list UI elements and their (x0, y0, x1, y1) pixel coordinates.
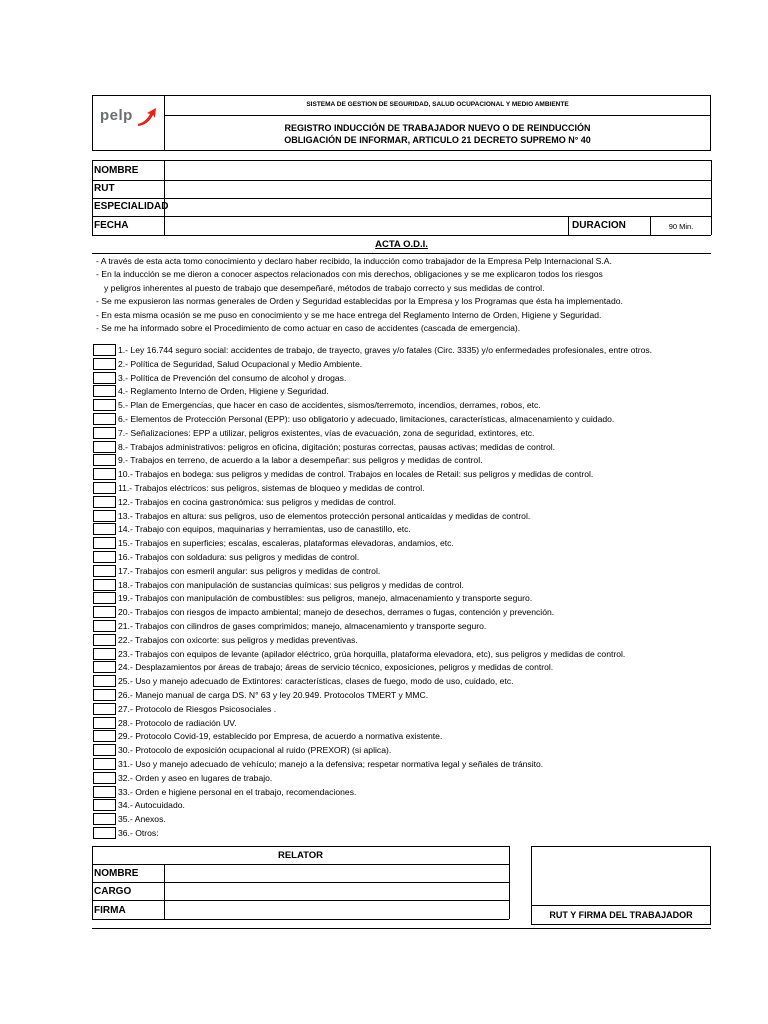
checklist-item-label: 12.- Trabajos en cocina gastronómica: sus peligros y medidas de control. (118, 496, 397, 507)
fields-right-edge (711, 160, 712, 235)
checkbox-7[interactable] (93, 427, 116, 439)
checklist-item (93, 385, 713, 398)
checkbox-30[interactable] (93, 744, 116, 756)
checklist-item-label: 11.- Trabajos eléctricos: sus peligros, sistemas de bloqueo y medidas de control. (118, 483, 425, 493)
relator-bottom-line (92, 919, 509, 920)
checklist-item (93, 579, 713, 592)
acta-rule (92, 253, 711, 254)
rut-field[interactable] (165, 181, 710, 197)
checklist-item-label: 13.- Trabajos en altura: sus peligros, uso de elementos protección personal anticaídas y medidas de control. (118, 510, 531, 521)
checkbox-8[interactable] (93, 441, 116, 453)
checkbox-25[interactable] (93, 675, 116, 687)
checkbox-11[interactable] (93, 482, 116, 494)
checkbox-35[interactable] (93, 813, 116, 825)
checklist-item-label: 15.- Trabajos en superficies; escalas, escaleras, plataformas elevadoras, andamios, etc. (118, 538, 454, 549)
acta-paragraph-line: - Se me expusieron las normas generales de Orden y Seguridad establecidas por la Empresa y los Programas que ésta ha implementado. (96, 296, 623, 307)
nombre-field[interactable] (165, 161, 710, 179)
logo-text: pelp (100, 107, 133, 124)
checklist-item (93, 523, 713, 536)
checkbox-6[interactable] (93, 413, 116, 425)
checklist-item (93, 758, 713, 771)
checklist-item-label: 24.- Desplazamientos por áreas de trabajo; áreas de servicio técnico, exposiciones, peligros y medidas de control. (118, 662, 554, 673)
checklist-item-label: 19.- Trabajos con manipulación de combustibles: sus peligros, manejo, almacenamiento y transporte seguro. (118, 593, 533, 604)
relator-cargo-label: CARGO (94, 886, 132, 897)
checklist-item-label: 7.- Señalizaciones: EPP a utilizar, peligros existentes, vías de evacuación, zona de seguridad, extintores, etc. (118, 427, 535, 438)
relator-right-edge (509, 846, 510, 919)
system-title: SISTEMA DE GESTION DE SEGURIDAD, SALUD OCUPACIONAL Y MEDIO AMBIENTE (306, 101, 569, 108)
checklist-item (93, 799, 713, 812)
checklist-item-label: 32.- Orden y aseo en lugares de trabajo. (118, 772, 273, 783)
checklist-item-label: 31.- Uso y manejo adecuado de vehículo; manejo a la defensiva; respetar normativa legal y señales de tránsito. (118, 759, 544, 769)
nombre-label: NOMBRE (94, 165, 139, 176)
checkbox-23[interactable] (93, 648, 116, 660)
checklist-item (93, 399, 713, 412)
checkbox-21[interactable] (93, 620, 116, 632)
checklist-item-label: 9.- Trabajos en terreno, de acuerdo a la labor a desempeñar: sus peligros y medidas de control. (118, 455, 483, 466)
checklist-item (93, 537, 713, 550)
checklist-item-label: 36.- Otros: (118, 828, 159, 838)
checklist-item (93, 717, 713, 730)
checklist-item-label: 8.- Trabajos administrativos: peligros en oficina, digitación; posturas correctas, pausas activas; medidas de control. (118, 441, 556, 452)
duracion-label: DURACION (572, 220, 626, 231)
duracion-value: 90 Min. (668, 222, 694, 231)
checkbox-20[interactable] (93, 606, 116, 618)
checklist-item (93, 441, 713, 454)
checklist-item-label: 2.- Política de Seguridad, Salud Ocupacional y Medio Ambiente. (118, 358, 363, 369)
checklist-item (93, 730, 713, 743)
checkbox-32[interactable] (93, 772, 116, 784)
especialidad-label: ESPECIALIDAD (94, 201, 169, 212)
checklist-item (93, 606, 713, 619)
checklist-item-label: 6.- Elementos de Protección Personal (EPP): uso obligatorio y adecuado, limitaciones, características, almacenamiento y cuidado. (118, 414, 615, 424)
acta-title: ACTA O.D.I. (375, 239, 428, 250)
duracion-left-divider (568, 216, 569, 235)
especialidad-field[interactable] (165, 199, 710, 215)
checklist-item (93, 675, 713, 688)
checklist-item (93, 482, 713, 495)
checklist-item (93, 454, 713, 467)
checkbox-24[interactable] (93, 661, 116, 673)
checklist-item (93, 413, 713, 426)
acta-paragraph-line: - A través de esta acta tomo conocimiento y declaro haber recibido, la inducción como trabajador de la Empresa Pelp Internacional S.A. (96, 256, 612, 266)
checkbox-5[interactable] (93, 399, 116, 411)
checklist-item-label: 33.- Orden e higiene personal en el trabajo, recomendaciones. (118, 786, 357, 797)
fields-left-edge (92, 160, 93, 235)
checkbox-9[interactable] (93, 454, 116, 466)
checklist-item (93, 344, 713, 357)
company-logo (98, 104, 160, 134)
checklist-item-label: 26.- Manejo manual de carga DS. N° 63 y ley 20.949. Protocolos TMERT y MMC. (118, 690, 429, 700)
checklist-item-label: 25.- Uso y manejo adecuado de Extintores: características, clases de fuego, modo de uso, cuidado, etc. (118, 676, 514, 687)
rut-label: RUT (94, 183, 115, 194)
checkbox-34[interactable] (93, 799, 116, 811)
checklist-item-label: 1.- Ley 16.744 seguro social: accidentes de trabajo, de trayecto, graves y/o fatales (Circ. 3335) y/o enfermedades profesionales, entre otros. (118, 345, 653, 355)
relator-title: RELATOR (277, 850, 324, 861)
checklist-item (93, 813, 713, 826)
checklist-item-label: 28.- Protocolo de radiación UV. (118, 717, 237, 728)
checkbox-28[interactable] (93, 717, 116, 729)
checkbox-13[interactable] (93, 510, 116, 522)
checkbox-1[interactable] (93, 344, 116, 356)
checkbox-22[interactable] (93, 634, 116, 646)
checklist-item (93, 661, 713, 674)
checkbox-31[interactable] (93, 758, 116, 770)
checkbox-15[interactable] (93, 537, 116, 549)
relator-firma-label: FIRMA (94, 905, 126, 916)
checklist-item-label: 23.- Trabajos con equipos de levante (apilador eléctrico, grúa horquilla, plataforma elevadora, etc), sus peligros y medidas de control. (118, 648, 626, 659)
checklist-item-label: 35.- Anexos. (118, 814, 166, 825)
checklist-item-label: 20.- Trabajos con riesgos de impacto ambiental; manejo de desechos, derrames o fugas, contención y prevención. (118, 607, 555, 618)
checklist-item (93, 648, 713, 661)
checklist-item-label: 5.- Plan de Emergencias, que hacer en caso de accidentes, sismos/terremoto, incendios, derrames, robos, etc. (118, 400, 541, 411)
fecha-label: FECHA (94, 220, 129, 231)
checklist-item (93, 592, 713, 605)
checkbox-33[interactable] (93, 786, 116, 798)
checklist-item-label: 17.- Trabajos con esmeril angular: sus peligros y medidas de control. (118, 565, 381, 576)
checklist-item (93, 827, 713, 840)
checklist-item-label: 16.- Trabajos con soldadura: sus peligros y medidas de control. (118, 552, 360, 562)
checkbox-27[interactable] (93, 703, 116, 715)
checklist-item-label: 30.- Protocolo de exposición ocupacional al ruido (PREXOR) (si aplica). (118, 745, 392, 756)
checklist-item (93, 786, 713, 799)
checklist-item (93, 772, 713, 785)
checklist-item (93, 620, 713, 633)
checkbox-12[interactable] (93, 496, 116, 508)
checklist-item-label: 34.- Autocuidado. (118, 800, 185, 811)
fecha-field[interactable] (165, 217, 567, 234)
checkbox-29[interactable] (93, 730, 116, 742)
checklist-item-label: 3.- Política de Prevención del consumo de alcohol y drogas. (118, 372, 347, 383)
checklist-item (93, 551, 713, 564)
checklist-item-label: 10.- Trabajos en bodega: sus peligros y medidas de control. Trabajos en locales de Retail: sus peligros y medidas de control. (118, 469, 594, 480)
checkbox-2[interactable] (93, 358, 116, 370)
page-bottom-rule (92, 928, 711, 929)
checklist-item (93, 510, 713, 523)
checklist-item (93, 744, 713, 757)
checklist-item (93, 468, 713, 481)
checklist-item (93, 496, 713, 509)
checkbox-14[interactable] (93, 523, 116, 535)
relator-nombre-field[interactable] (165, 865, 508, 881)
checklist-item (93, 703, 713, 716)
checklist-item (93, 634, 713, 647)
checklist-item (93, 565, 713, 578)
acta-paragraph-line: - En esta misma ocasión se me puso en conocimiento y se me hace entrega del Reglamento Interno de Orden, Higiene y Seguridad. (96, 309, 602, 320)
relator-top-line (92, 846, 509, 847)
worker-signature-label: RUT Y FIRMA DEL TRABAJADOR (549, 910, 693, 920)
checklist-item (93, 689, 713, 702)
relator-cargo-field[interactable] (165, 883, 508, 899)
acta-paragraph-line: - Se me ha informado sobre el Procedimiento de como actuar en caso de accidentes (cascada de emergencia). (96, 323, 521, 333)
checklist-item-label: 14.- Trabajo con equipos, maquinarias y herramientas, uso de canastillo, etc. (118, 524, 411, 535)
checkbox-18[interactable] (93, 579, 116, 591)
checkbox-19[interactable] (93, 592, 116, 604)
checkbox-4[interactable] (93, 385, 116, 397)
checklist-item (93, 427, 713, 440)
form-title-line1: REGISTRO INDUCCIÓN DE TRABAJADOR NUEVO O DE REINDUCCIÓN (284, 123, 591, 133)
checklist-item (93, 358, 713, 371)
checklist-item-label: 22.- Trabajos con oxicorte: sus peligros y medidas preventivas. (118, 634, 358, 645)
checkbox-16[interactable] (93, 551, 116, 563)
checkbox-17[interactable] (93, 565, 116, 577)
checklist-item-label: 4.- Reglamento Interno de Orden, Higiene y Seguridad. (118, 386, 329, 397)
relator-firma-field[interactable] (165, 901, 508, 918)
checklist-item (93, 372, 713, 385)
checklist-item-label: 21.- Trabajos con cilindros de gases comprimidos; manejo, almacenamiento y transporte seguro. (118, 621, 487, 631)
checkbox-26[interactable] (93, 689, 116, 701)
checklist-item-label: 29.- Protocolo Covid-19, establecido por Empresa, de acuerdo a normativa existente. (118, 731, 443, 742)
checkbox-10[interactable] (93, 468, 116, 480)
field-line (92, 235, 711, 236)
acta-paragraph-line: - En la inducción se me dieron a conocer aspectos relacionados con mis derechos, obligaciones y se me explicaron todos los riesgos (96, 269, 603, 280)
acta-paragraph-line: y peligros inherentes al puesto de trabajo que desempeñaré, métodos de trabajo correcto y sus medidas de control. (104, 282, 545, 293)
worker-signature-line (531, 905, 711, 906)
checklist-item-label: 27.- Protocolo de Riesgos Psicosociales . (118, 703, 277, 714)
checklist-item-label: 18.- Trabajos con manipulación de sustancias químicas: sus peligros y medidas de control. (118, 579, 464, 590)
header-subline (164, 115, 711, 116)
relator-nombre-label: NOMBRE (94, 868, 139, 879)
checkbox-36[interactable] (93, 827, 116, 839)
checkbox-3[interactable] (93, 372, 116, 384)
form-title-line2: OBLIGACIÓN DE INFORMAR, ARTICULO 21 DECRETO SUPREMO N° 40 (284, 135, 591, 145)
